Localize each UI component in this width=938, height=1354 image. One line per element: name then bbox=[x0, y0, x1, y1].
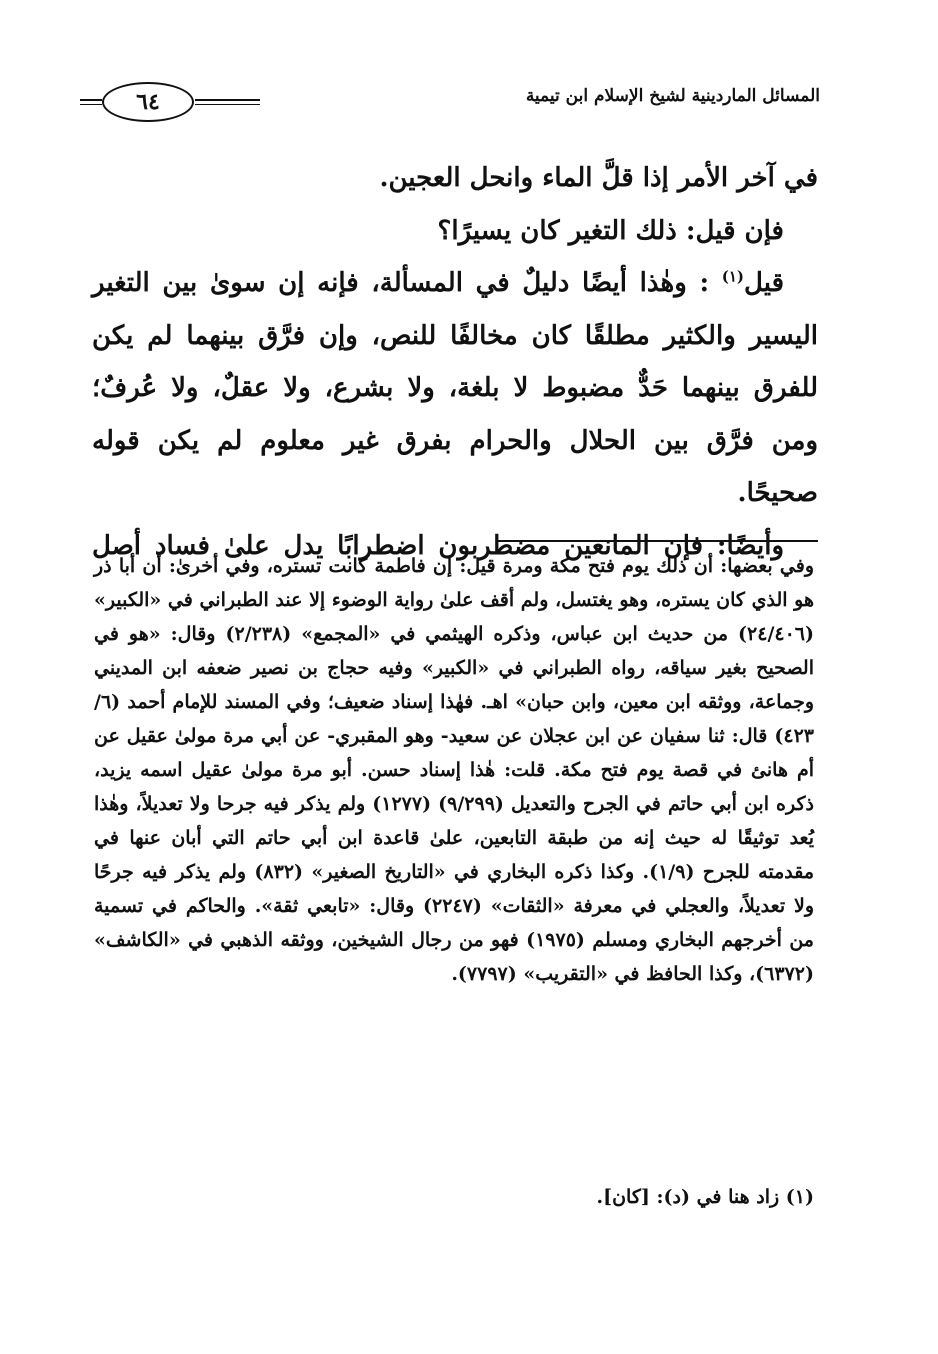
paragraph-3-rest: : وهٰذا أيضًا دليلٌ في المسألة، فإنه إن سوىٰ بين التغير اليسير والكثير مطلقًا كان مخالفًا للنص، وإن فرَّق بينهما لم يكن للفرق بينهما حَدٌّ مضبوط لا بلغة، ولا بشرع، ولا عقلٌ، ولا عُرفٌ؛ ومن فرَّق بين الحلال والحرام بفرق غير معلوم لم يكن قوله صحيحًا. bbox=[92, 268, 818, 508]
paragraph-3-start: قيل bbox=[744, 268, 784, 298]
footnote-reference: (١) bbox=[721, 267, 745, 286]
running-title: المسائل الماردينية لشيخ الإسلام ابن تيمية bbox=[525, 86, 820, 106]
paragraph-2: فإن قيل: ذلك التغير كان يسيرًا؟ bbox=[437, 215, 784, 246]
header-rule-middle bbox=[195, 99, 260, 105]
paragraph-1: في آخر الأمر إذا قلَّ الماء وانحل العجين. bbox=[379, 163, 818, 193]
page-number-badge: ٦٤ bbox=[102, 82, 194, 122]
paragraph-3 bbox=[92, 257, 818, 520]
footnotes-block bbox=[94, 549, 814, 991]
continued-footnote: وفي بعضها: أن ذلك يوم فتح مكة ومرة قيل: إن فاطمة كانت تستره، وفي أخرىٰ: أن أبا ذر هو الذي كان يستره، وهو يغتسل، ولم أقف علىٰ رواية الوضوء إلا عند الطبراني في «الكبير» (٢٤/٤٠٦) من حديث ابن عباس، وذكره الهيثمي في «المجمع» (٢/٢٣٨) وقال: «هو في الصحيح بغير سياقه، رواه الطبراني في «الكبير» وفيه حجاج بن نصير ضعفه ابن المديني وجماعة، ووثقه ابن معين، وابن حبان» اهـ. فهٰذا إسناد ضعيف؛ وفي المسند للإمام أحمد (٦/ ٤٢٣) قال: ثنا سفيان عن ابن عجلان عن سعيد- وهو المقبري- عن أبي مرة مولىٰ عقيل عن أم هانئ في قصة يوم فتح مكة. قلت: هٰذا إسناد حسن. أبو مرة مولىٰ عقيل اسمه يزيد، ذكره ابن أبي حاتم في الجرح والتعديل (٩/٢٩٩) (١٢٧٧) ولم يذكر فيه جرحا ولا تعديلاً، وهٰذا يُعد توثيقًا له حيث إنه من طبقة التابعين، علىٰ قاعدة ابن أبي حاتم التي أبان عنها في مقدمته للجرح (١/٩). وكذا ذكره البخاري في «التاريخ الصغير» (٨٣٢) ولم يذكر فيه جرحًا ولا تعديلاً، والعجلي في معرفة «الثقات» (٢٢٤٧) وقال: «تابعي ثقة». والحاكم في تسمية من أخرجهم البخاري ومسلم (١٩٧٥) فهو من رجال الشيخين، ووثقه الذهبي في «الكاشف» (٦٣٧٢)، وكذا الحافظ في «التقريب» (٧٧٩٧). bbox=[94, 555, 815, 985]
paragraph-4: وأيضًا: فإن المانعين مضطربون اضطرابًا يدل علىٰ فساد أصل bbox=[92, 530, 784, 561]
main-text bbox=[92, 152, 818, 572]
footnote-divider bbox=[496, 540, 818, 542]
footnote-1: (١) زاد هنا في (د): [كان]. bbox=[596, 1186, 814, 1208]
page-header bbox=[80, 80, 820, 124]
header-rule-left bbox=[80, 99, 102, 105]
